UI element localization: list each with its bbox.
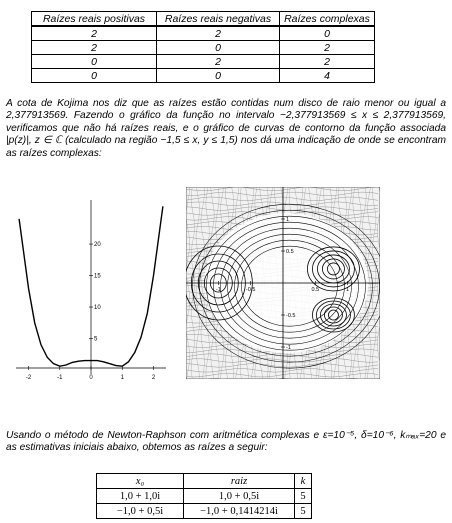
table-cell: 2 — [157, 55, 280, 69]
x-tick-label: -2 — [25, 375, 32, 381]
table-header-row — [32, 12, 375, 27]
y-tick-label: 10 — [94, 305, 101, 312]
y-tick-label: -1 — [286, 345, 291, 351]
table-cell: 2 — [32, 41, 157, 55]
y-tick-label: 5 — [94, 336, 98, 343]
table-cell: 2 — [280, 41, 375, 55]
table-header-cell: Raízes reais positivas — [32, 12, 157, 27]
table-cell: 2 — [32, 26, 157, 41]
y-tick-label: 20 — [94, 242, 101, 249]
table-cell: 1,0 + 1,0i — [97, 489, 184, 504]
y-tick-label: -0.5 — [286, 313, 296, 319]
table-header-cell: x₀ — [97, 474, 184, 489]
x-tick-label: 1 — [120, 375, 124, 381]
table-cell: 1,0 + 0,5i — [184, 489, 295, 504]
table-row — [97, 504, 312, 519]
table-cell: 0 — [32, 69, 157, 83]
polynomial-plot — [6, 192, 174, 382]
table-cell: 5 — [295, 504, 312, 519]
x-tick-label: 2 — [151, 375, 156, 381]
table-cell: 0 — [157, 69, 280, 83]
x-tick-label: -1 — [215, 287, 221, 293]
x-tick-label: -1 — [57, 375, 63, 381]
table-cell: −1,0 + 0,5i — [97, 504, 184, 519]
table-cell: 2 — [157, 26, 280, 41]
table-cell: 4 — [280, 69, 375, 83]
table-cell: −1,0 + 0,1414214i — [184, 504, 295, 519]
x-tick-label: 1 — [346, 287, 350, 293]
x-tick-label: -0.5 — [245, 287, 256, 293]
paragraph-kojima: A cota de Kojima nos diz que as raízes estão contidas num disco de raio menor ou igual a 2,377913569. Fazendo o gráfico da função no intervalo −2,377913569 ≤ x ≤ 2,377913569, verificamos que não há raízes reais, e o gráfico de curvas de contorno da função associada |p(z)|, z ∈ ℂ (calculado na região −1,5 ≤ x, y ≤ 1,5) nos dá uma indicação de onde se encontram as raízes complexas: — [6, 98, 446, 159]
table-row — [32, 55, 375, 69]
x-tick-label: 0.5 — [311, 287, 320, 293]
table-header-cell: k — [295, 474, 312, 489]
table-header-row — [97, 474, 312, 489]
table-row — [32, 26, 375, 41]
table-row — [32, 69, 375, 83]
table-cell: 5 — [295, 489, 312, 504]
table-cell: 0 — [157, 41, 280, 55]
table-header-cell: Raízes reais negativas — [157, 12, 280, 27]
table-cell: 2 — [280, 55, 375, 69]
table-header-cell: Raízes complexas — [280, 12, 375, 27]
x-tick-label: 0 — [89, 375, 93, 381]
roots-count-table — [31, 11, 375, 83]
table-row — [97, 489, 312, 504]
table-cell: 0 — [280, 26, 375, 41]
contour-plot — [186, 187, 380, 379]
newton-results-table — [96, 473, 312, 519]
table-cell: 0 — [32, 55, 157, 69]
table-header-cell: raiz — [184, 474, 295, 489]
paragraph-newton: Usando o método de Newton-Raphson com aritmética complexas e ε=10⁻⁵, δ=10⁻⁶, kₘₐₓ=20 e as estimativas iniciais abaixo, obtemos as raízes a seguir: — [6, 430, 446, 454]
y-tick-label: 15 — [94, 273, 101, 280]
table-row — [32, 41, 375, 55]
y-tick-label: 1 — [286, 217, 290, 223]
y-tick-label: 0.5 — [286, 249, 294, 255]
